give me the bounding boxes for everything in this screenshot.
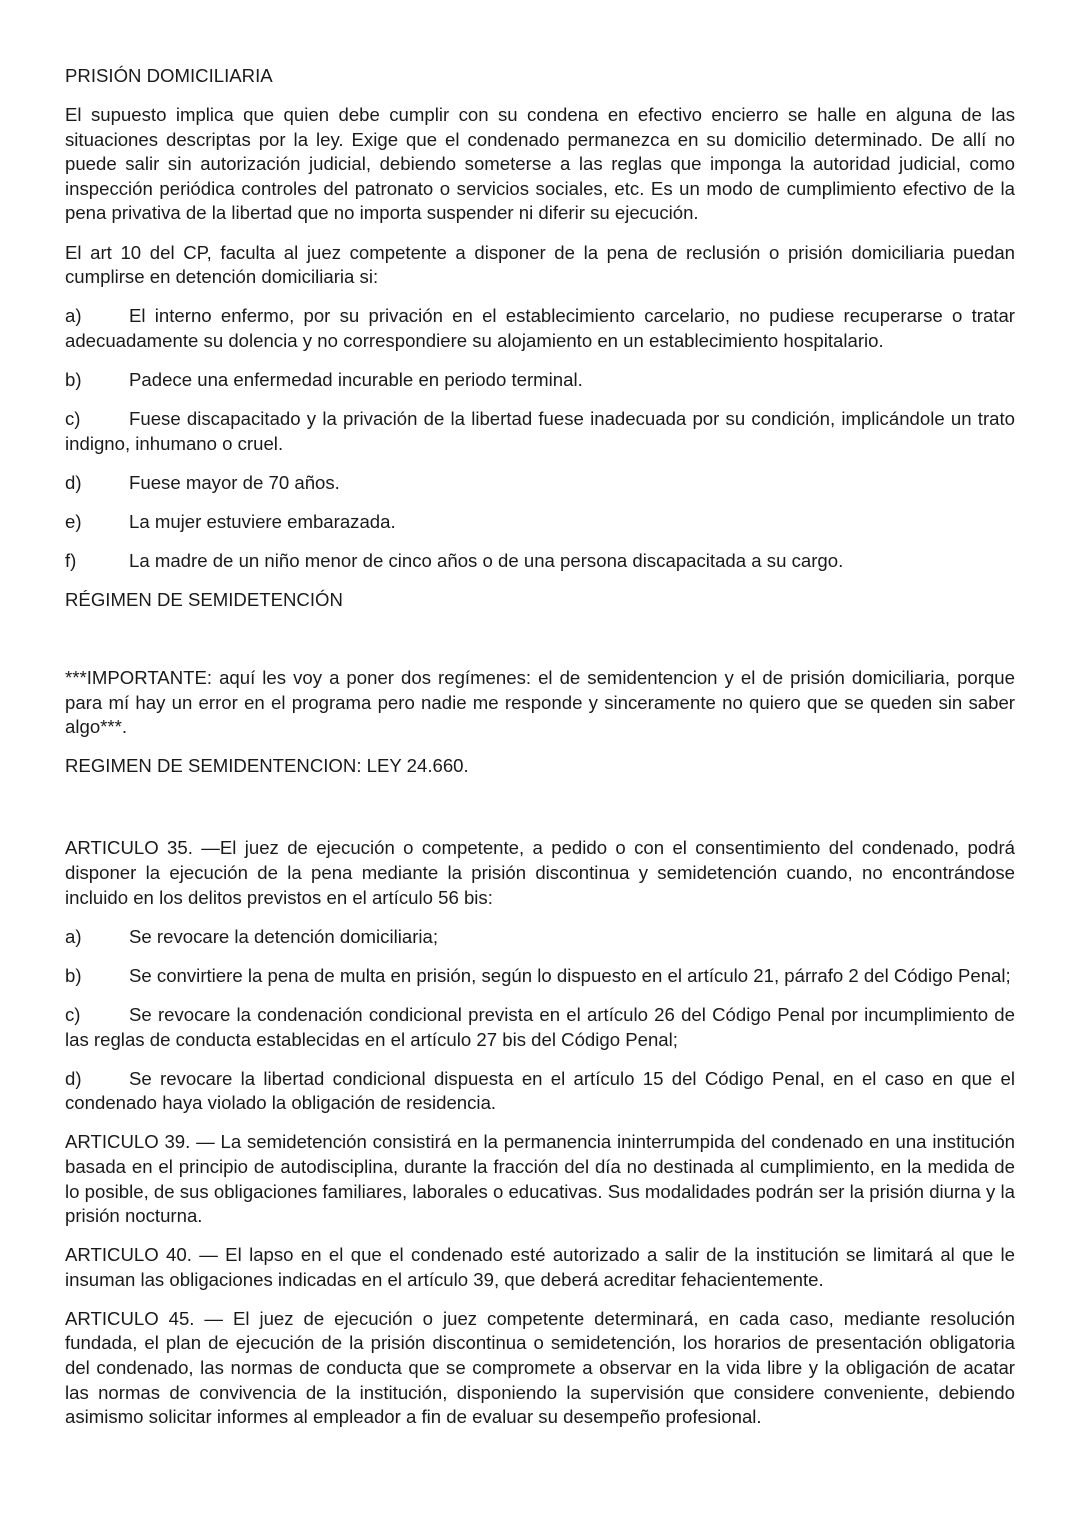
paragraph-important-note: ***IMPORTANTE: aquí les voy a poner dos regímenes: el de semidentencion y el de prisión domiciliaria, porque para mí hay un error en el programa pero nadie me responde y sinceramente no quiero que se queden sin saber algo***.	[65, 667, 1015, 738]
list-letter: e)	[65, 510, 82, 532]
paragraph-articulo-35: ARTICULO 35. —El juez de ejecución o competente, a pedido o con el consentimiento del condenado, podrá disponer la ejecución de la pena mediante la prisión discontinua y semidetención cuando, no encontrándose incluido en los delitos previstos en el artículo 56 bis:	[65, 837, 1015, 908]
list-letter: f)	[65, 549, 77, 571]
list-item	[65, 304, 1015, 353]
law-heading: REGIMEN DE SEMIDENTENCION: LEY 24.660.	[65, 755, 469, 777]
list-letter: b)	[65, 368, 82, 390]
paragraph-articulo-45: ARTICULO 45. — El juez de ejecución o juez competente determinará, en cada caso, mediante resolución fundada, el plan de ejecución de la prisión discontinua o semidetención, los horarios de presentación obligatoria del condenado, las normas de conducta que se compromete a observar en la vida libre y la obligación de acatar las normas de convivencia de la institución, disponiendo la supervisión que considere conveniente, debiendo asimismo solicitar informes al empleador a fin de evaluar su desempeño profesional.	[65, 1307, 1015, 1428]
list-text: Padece una enfermedad incurable en periodo terminal.	[129, 368, 583, 390]
paragraph-articulo-40: ARTICULO 40. — El lapso en el que el condenado esté autorizado a salir de la institución se limitará al que le insuman las obligaciones indicadas en el artículo 39, que deberá acreditar fehacientemente.	[65, 1244, 1015, 1290]
list-text: Fuese mayor de 70 años.	[129, 471, 340, 493]
list-item	[65, 925, 1015, 950]
list-text: Se revocare la condenación condicional prevista en el artículo 26 del Código Penal por incumplimiento de las reglas de conducta establecidas en el artículo 27 bis del Código Penal;	[65, 1003, 1015, 1050]
document-page	[65, 64, 1015, 1444]
paragraph-supuesto: El supuesto implica que quien debe cumplir con su condena en efectivo encierro se halle en alguna de las situaciones descriptas por la ley. Exige que el condenado permanezca en su domicilio determinado. De allí no puede salir sin autorización judicial, debiendo someterse a las reglas que imponga la autoridad judicial, como inspección periódica controles del patronato o servicios sociales, etc. Es un modo de cumplimiento efectivo de la pena privativa de la libertad que no importa suspender ni diferir su ejecución.	[65, 104, 1015, 224]
list-letter: d)	[65, 471, 82, 493]
list-item	[65, 964, 1015, 989]
paragraph-articulo-39: ARTICULO 39. — La semidetención consistirá en la permanencia ininterrumpida del condenado en una institución basada en el principio de autodisciplina, durante la fracción del día no destinada al cumplimiento, en la medida de lo posible, de sus obligaciones familiares, laborales o educativas. Sus modalidades podrán ser la prisión diurna y la prisión nocturna.	[65, 1131, 1015, 1227]
list-item	[65, 549, 1015, 574]
list-letter: a)	[65, 305, 82, 327]
list-item	[65, 471, 1015, 496]
list-item	[65, 1003, 1015, 1052]
blank-space	[65, 793, 1015, 836]
list-letter: d)	[65, 1067, 82, 1089]
blank-space	[65, 627, 1015, 666]
section-heading-semidetencion: RÉGIMEN DE SEMIDETENCIÓN	[65, 589, 343, 610]
list-item	[65, 368, 1015, 393]
list-text: La mujer estuviere embarazada.	[129, 510, 396, 532]
list-text: Se revocare la detención domiciliaria;	[129, 925, 439, 947]
list-letter: c)	[65, 408, 81, 430]
list-item	[65, 1067, 1015, 1116]
list-text: Se revocare la libertad condicional dispuesta en el artículo 15 del Código Penal, en el caso en que el condenado haya violado la obligación de residencia.	[65, 1067, 1015, 1114]
list-text: La madre de un niño menor de cinco años o de una persona discapacitada a su cargo.	[129, 549, 844, 571]
list-text: Se convirtiere la pena de multa en prisión, según lo dispuesto en el artículo 21, párrafo 2 del Código Penal;	[129, 964, 1011, 986]
paragraph-art10: El art 10 del CP, faculta al juez competente a disponer de la pena de reclusión o prisión domiciliaria puedan cumplirse en detención domiciliaria si:	[65, 241, 1015, 288]
list-item	[65, 407, 1015, 456]
list-text: Fuese discapacitado y la privación de la libertad fuese inadecuada por su condición, implicándole un trato indigno, inhumano o cruel.	[65, 408, 1015, 454]
list-letter: c)	[65, 1003, 81, 1025]
list-item	[65, 510, 1015, 535]
list-text: El interno enfermo, por su privación en el establecimiento carcelario, no pudiese recuperarse o tratar adecuadamente su dolencia y no correspondiere su alojamiento en un establecimiento hospitalario.	[65, 305, 1015, 351]
section-heading-prision-domiciliaria: PRISIÓN DOMICILIARIA	[65, 65, 273, 86]
list-letter: b)	[65, 964, 82, 986]
list-letter: a)	[65, 925, 82, 947]
